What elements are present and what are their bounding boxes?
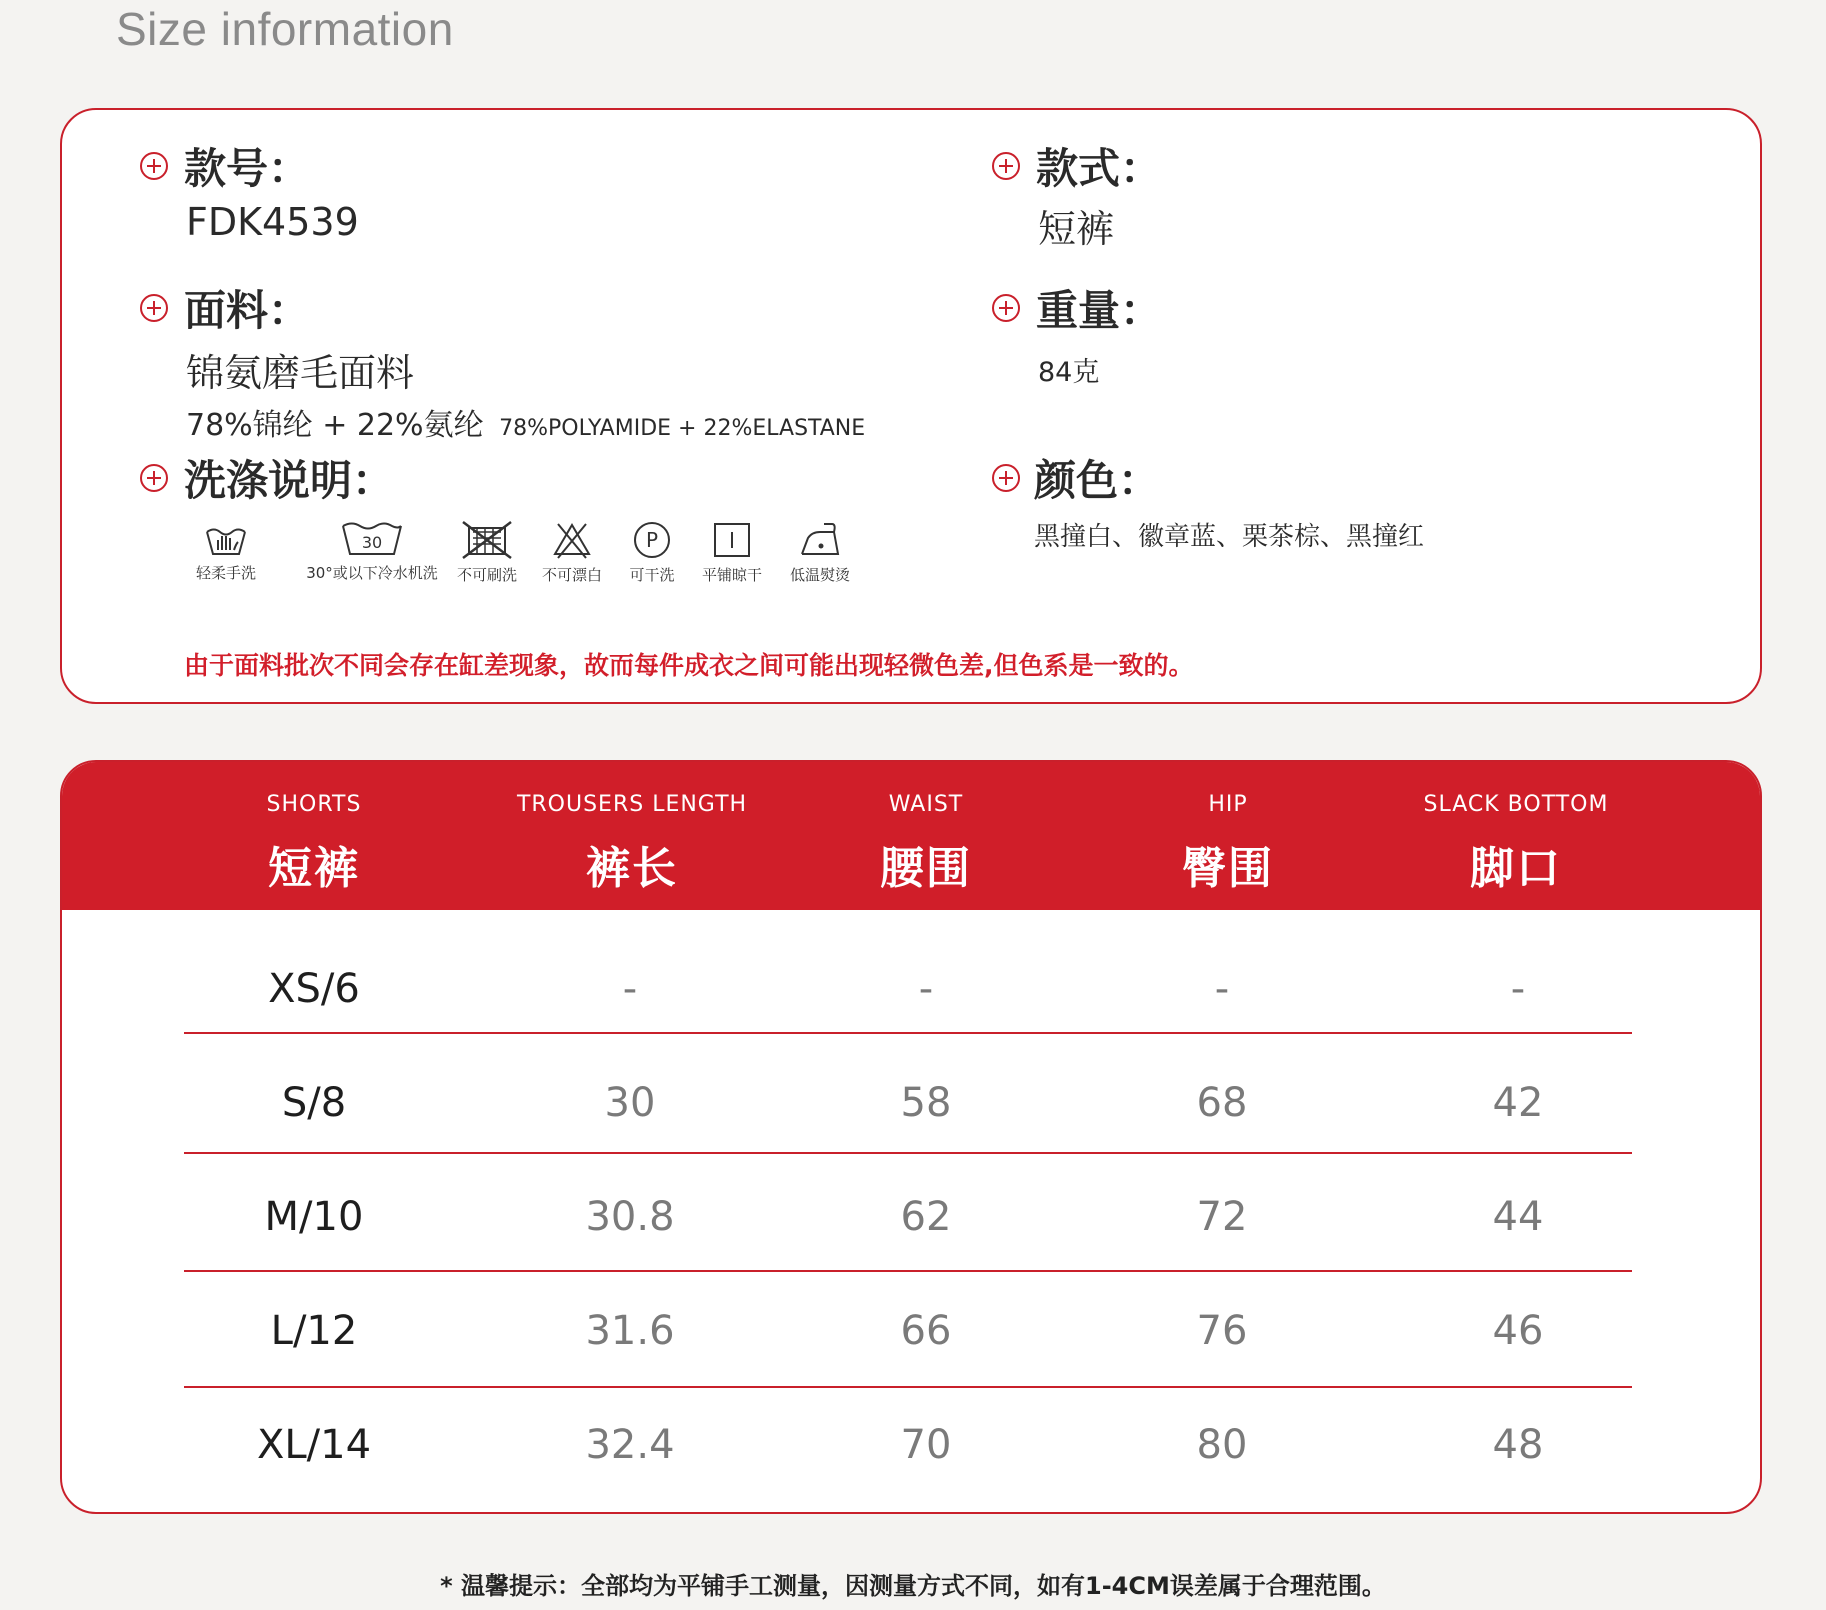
length-cell: - [622, 966, 638, 1012]
table-row [62, 1274, 1760, 1388]
color-difference-notice: 由于面料批次不同会存在缸差现象，故而每件成衣之间可能出现轻微色差,但色系是一致的。 [184, 651, 1194, 680]
waist-cell: 66 [900, 1308, 952, 1354]
length-cell: 30 [604, 1080, 656, 1126]
column-cn-label: 裤长 [586, 843, 678, 894]
table-row [62, 932, 1760, 1046]
table-row [62, 1388, 1760, 1502]
column-cn-label: 臀围 [1182, 843, 1274, 894]
column-en-label: TROUSERS LENGTH [516, 792, 748, 817]
column-en-label: WAIST [888, 792, 964, 817]
dry-clean-icon [632, 520, 672, 560]
row-divider [184, 1032, 1632, 1034]
size-table-card [60, 760, 1762, 1514]
length-cell: 32.4 [585, 1422, 675, 1468]
product-info-card [60, 108, 1762, 704]
plus-circle-icon [140, 294, 168, 322]
table-row [62, 1046, 1760, 1160]
column-en-label: SLACK BOTTOM [1423, 792, 1609, 817]
care-label-no-brush: 不可刷洗 [456, 566, 517, 584]
hip-cell: 80 [1196, 1422, 1248, 1468]
slack-bottom-cell: 48 [1492, 1422, 1544, 1468]
color-value: 黑撞白、徽章蓝、栗茶棕、黑撞红 [1034, 522, 1425, 552]
care-label: 洗涤说明： [184, 456, 395, 505]
care-label-hand-wash: 轻柔手洗 [195, 564, 256, 582]
size-table-header [62, 762, 1760, 910]
length-cell: 30.8 [585, 1194, 675, 1240]
page-title: Size information [116, 3, 454, 55]
column-en-label: SHORTS [266, 792, 362, 817]
slack-bottom-cell: 44 [1492, 1194, 1544, 1240]
column-en-label: HIP [1208, 792, 1248, 817]
style-type-label: 款式： [1036, 144, 1163, 193]
care-label-no-bleach: 不可漂白 [541, 566, 602, 584]
fabric-value: 锦氨磨毛面料 [186, 351, 415, 395]
style-no-label: 款号： [184, 144, 311, 193]
column-cn-label: 腰围 [880, 843, 972, 894]
row-divider [184, 1152, 1632, 1154]
style-no-value: FDK4539 [186, 200, 359, 244]
dry-clean-letter: P [645, 528, 659, 552]
size-cell: XS/6 [268, 966, 360, 1012]
care-label-flat-dry: 平铺晾干 [701, 566, 762, 584]
flat-dry-icon [712, 520, 752, 560]
row-divider [184, 1270, 1632, 1272]
plus-circle-icon [140, 152, 168, 180]
wash-30-icon [340, 520, 404, 558]
column-cn-label: 脚口 [1470, 843, 1562, 894]
fabric-label: 面料： [184, 286, 311, 335]
hip-cell: 72 [1196, 1194, 1248, 1240]
hip-cell: - [1214, 966, 1230, 1012]
slack-bottom-cell: - [1510, 966, 1526, 1012]
hip-cell: 76 [1196, 1308, 1248, 1354]
low-iron-icon [798, 520, 842, 560]
hip-cell: 68 [1196, 1080, 1248, 1126]
slack-bottom-cell: 46 [1492, 1308, 1544, 1354]
size-cell: XL/14 [256, 1422, 372, 1468]
measurement-tip: * 温馨提示：全部均为平铺手工测量，因测量方式不同，如有1-4CM误差属于合理范围。 [440, 1572, 1386, 1600]
composition-en-text: 78%POLYAMIDE + 22%ELASTANE [499, 416, 866, 441]
care-item-hand-wash [178, 520, 274, 583]
length-cell: 31.6 [585, 1308, 675, 1354]
slack-bottom-cell: 42 [1492, 1080, 1544, 1126]
care-label-low-iron: 低温熨烫 [789, 566, 850, 584]
no-bleach-icon [552, 520, 592, 560]
size-cell: M/10 [264, 1194, 364, 1240]
size-cell: L/12 [270, 1308, 358, 1354]
wash-temp-text: 30 [361, 533, 383, 552]
care-item-low-iron [770, 520, 870, 585]
care-label-wash-30: 30°或以下冷水机洗 [306, 564, 438, 582]
plus-circle-icon [140, 464, 168, 492]
waist-cell: 70 [900, 1422, 952, 1468]
color-label: 颜色： [1034, 456, 1161, 505]
care-item-flat-dry [682, 520, 782, 585]
composition-cn-text: 78%锦纶 + 22%氨纶 [186, 408, 484, 443]
weight-value: 84克 [1038, 357, 1100, 388]
fabric-composition-cn [186, 400, 865, 444]
plus-circle-icon [992, 152, 1020, 180]
no-brush-icon [459, 520, 515, 560]
hand-wash-icon [204, 520, 248, 558]
size-cell: S/8 [281, 1080, 347, 1126]
plus-circle-icon [992, 464, 1020, 492]
waist-cell: 62 [900, 1194, 952, 1240]
plus-circle-icon [992, 294, 1020, 322]
table-row [62, 1160, 1760, 1274]
waist-cell: 58 [900, 1080, 952, 1126]
column-cn-label: 短裤 [268, 843, 360, 894]
style-type-value: 短裤 [1038, 207, 1115, 251]
care-label-dry-clean: 可干洗 [629, 566, 675, 584]
waist-cell: - [918, 966, 934, 1012]
weight-label: 重量： [1036, 286, 1163, 335]
